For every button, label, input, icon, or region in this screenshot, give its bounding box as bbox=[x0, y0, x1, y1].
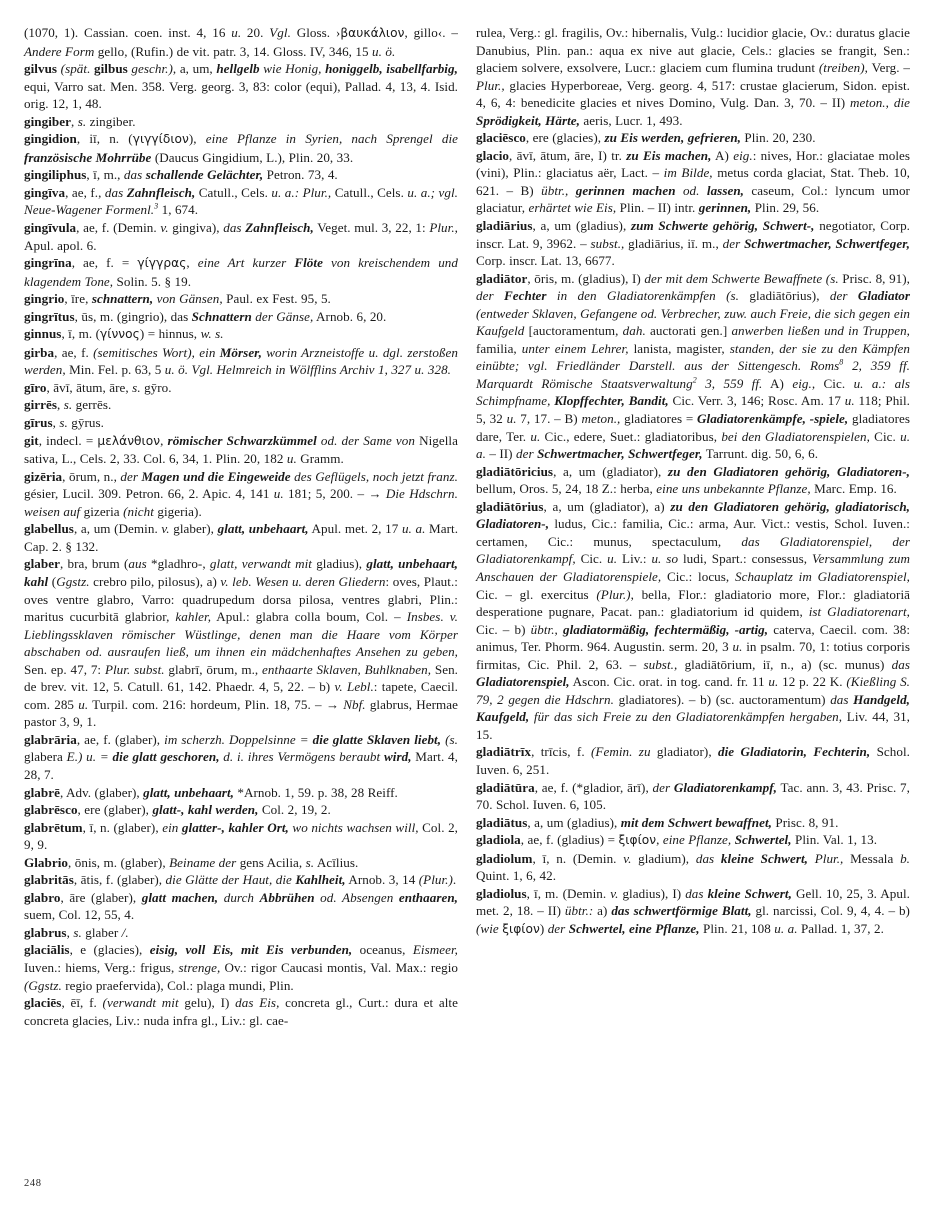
dictionary-entry: git, indecl. = μελάνθιον, römischer Schwarzkümmel od. der Same von Nigella sativa, L., Cels. 2, 33. Col. 6, 34, 1. Plin. 20, 182 u. Gramm. bbox=[24, 432, 458, 467]
dictionary-entry: gladiolus, ī, m. (Demin. v. gladius), I) das kleine Schwert, Gell. 10, 25, 3. Apul. met. 2, 18. – II) übtr.: a) das schwertförmige Blatt, gl. narcissi, Col. 9, 4, 4. – b) (wie ξιφίον) der Schwertel, eine Pflanze, Plin. 21, 108 u. a. Pallad. 1, 37, 2. bbox=[476, 885, 910, 936]
dictionary-entry: gīro, āvī, ātum, āre, s. gȳro. bbox=[24, 379, 172, 395]
dictionary-entry: gizēria, ōrum, n., der Magen und die Eingeweide des Geflügels, noch jetzt franz. gésier, Lucil. 309. Petron. 66, 2. Apic. 4, 141 u. 181; 5, 200. – → Die Hdschrn. weisen auf gizeria (nicht gigeria). bbox=[24, 468, 458, 519]
page-number: 248 bbox=[24, 1178, 42, 1189]
dictionary-entry: girrēs, s. gerrēs. bbox=[24, 397, 112, 413]
dictionary-entry: gladiātus, a, um (gladius), mit dem Schwert bewaffnet, Prisc. 8, 91. bbox=[476, 814, 839, 830]
dictionary-entry: glaber, bra, brum (aus *gladhro-, glatt, verwandt mit gladius), glatt, unbehaart, kahl (Ggstz. crebro pilo, pilosus), a) v. leb. Wesen u. deren Gliedern: oves, Plaut.: oves ventre glabro, Varro: quadrupedum dorsa pilosa, ventres glabri, Plin.: maritus cucurbitā glabrior, kahler, Apul.: glabra colla boum, Col. – Insbes. v. Lieblingssklaven römischer Wüstlinge, denen man die Haare vom Körper abschaben od. ausraufen ließ, um ihnen ein mädchenhaftes Ansehen zu geben, Sen. ep. 47, 7: Plur. subst. glabrī, ōrum, m., enthaarte Sklaven, Buhlknaben, Sen. de brev. vit. 12, 5. Catull. 61, 142. Phaedr. 4, 5, 22. – b) v. Lebl.: tapete, Caecil. com. 285 u. Turpil. com. 216: hordeum, Plin. 18, 75. – → Nbf. glabrus, Hermae pastor 3, 9, 1. bbox=[24, 556, 458, 730]
dictionary-entry: glaciālis, e (glacies), eisig, voll Eis, mit Eis verbunden, oceanus, Eismeer, Iuven.: hiems, Verg.: frigus, strenge, Ov.: rigor Caucasi montis, Val. Max.: regio (Ggstz. regio praefervida), Col.: plaga mundi, Plin. bbox=[24, 942, 458, 993]
left-column bbox=[24, 24, 458, 1164]
entry-continuation: rulea, Verg.: gl. fragilis, Ov.: hibernalis, Vulg.: lucidior glacie, Ov.: duratus glacie Danubius, Plin. pan.: aqua ex nive aut glacie, Cels.: glacies se frangit, Sen.: glaciem solvere, exsolvere, Lucr.: glaciem cum flumina trudunt (treiben), Verg. – Plur., glacies Hyperboreae, Verg. georg. 4, 517: crustae glacierum, Sidon. epist. 4, 6, 4: benedicite glacies et nives Domino, Vulg. Dan. 3, 70. – II) meton., die Sprödigkeit, Härte, aeris, Lucr. 1, 493. bbox=[476, 25, 911, 128]
dictionary-entry: ginnus, ī, m. (γίννος) = hinnus, w. s. bbox=[24, 326, 224, 342]
dictionary-entry: gingiber, s. zingiber. bbox=[24, 113, 136, 129]
dictionary-entry: glabrēsco, ere (glaber), glatt-, kahl werden, Col. 2, 19, 2. bbox=[24, 802, 331, 818]
dictionary-entry: gingidion, iī, n. (γιγγίδιον), eine Pflanze in Syrien, nach Sprengel die französische Mohrrübe (Daucus Gingidium, L.), Plin. 20, 33. bbox=[24, 131, 459, 165]
dictionary-entry: glacio, āvī, ātum, āre, I) tr. zu Eis machen, A) eig.: nives, Hor.: glaciatae moles (vini), Plin.: glaciatus aër, Lact. – im Bilde, metus corda glaciat, Stat. Theb. 10, 621. – B) übtr., gerinnen machen od. lassen, caseum, Col.: lyncum umor glaciatur, erhärtet wie Eis, Plin. – II) intr. gerinnen, Plin. 29, 56. bbox=[476, 147, 911, 216]
dictionary-entry: gladiātor, ōris, m. (gladius), I) der mit dem Schwerte Bewaffnete (s. Prisc. 8, 91), der Fechter in den Gladiatorenkämpfen (s. gladiātōrius), der Gladiator (entweder Sklaven, Gefangene od. Verbrecher, zuw. auch Freie, die sich gegen ein Kaufgeld [auctoramentum, dah. auctorati gen.] anwerben ließen und in Truppen, familia, unter einem Lehrer, lanista, magister, standen, der sie zu den Kämpfen einübte; vgl. Friedländer Darstell. aus der Sittengesch. Roms$^8$ 2, 359 ff. Marquardt Römische Staatsverwaltung$^2$ 3, 559 ff. A) eig., Cic. u. a.: als Schimpfname, Klopffechter, Bandit, Cic. Verr. 3, 146; Rosc. Am. 17 u. 118; Phil. 5, 32 u. 7, 17. – B) meton., gladiatores = Gladiatorenkämpfe, -spiele, gladiatores dare, Ter. u. Cic., edere, Suet.: gladiatoribus, bei den Gladiatorenspielen, Cic. u. a. – II) der Schwertmacher, Schwertfeger, Tarrunt. dig. 50, 6, 6. bbox=[476, 270, 911, 462]
dictionary-entry: glabro, āre (glaber), glatt machen, durch Abbrühen od. Absengen enthaaren, suem, Col. 12, 55, 4. bbox=[24, 889, 458, 923]
dictionary-entry: gladiola, ae, f. (gladius) = ξιφίον, eine Pflanze, Schwertel, Plin. Val. 1, 13. bbox=[476, 832, 878, 848]
dictionary-entry: gingrīna, ae, f. = γίγγρας, eine Art kurzer Flöte von kreischendem und klagendem Tone, Solin. 5. § 19. bbox=[24, 255, 458, 289]
dictionary-entry: gingiliphus, ī, m., das schallende Gelächter, Petron. 73, 4. bbox=[24, 167, 338, 183]
dictionary-entry: glabrētum, ī, n. (glaber), ein glatter-, kahler Ort, wo nichts wachsen will, Col. 2, 9, 9. bbox=[24, 819, 458, 853]
dictionary-entry: gingīva, ae, f., das Zahnfleisch, Catull., Cels. u. a.: Plur., Catull., Cels. u. a.; vgl. Neue-Wagener Formenl.$^3$ 1, 674. bbox=[24, 184, 458, 218]
dictionary-entry: gingrio, īre, schnattern, von Gänsen, Paul. ex Fest. 95, 5. bbox=[24, 291, 331, 307]
dictionary-entry: glabellus, a, um (Demin. v. glaber), glatt, unbehaart, Apul. met. 2, 17 u. a. Mart. Cap. 2. § 132. bbox=[24, 521, 459, 554]
dictionary-entry: gladiārius, a, um (gladius), zum Schwerte gehörig, Schwert-, negotiator, Corp. inscr. Lat. 9, 3962. – subst., gladiārius, iī. m., der Schwertmacher, Schwertfeger, Corp. inscr. Lat. 13, 6677. bbox=[476, 218, 910, 269]
dictionary-entry: Glabrio, ōnis, m. (glaber), Beiname der gens Acilia, s. Acīlius. bbox=[24, 854, 359, 870]
dictionary-entry: gladiātōricius, a, um (gladiator), zu den Gladiatoren gehörig, Gladiatoren-, bellum, Oros. 5, 24, 18 Z.: herba, eine uns unbekannte Pflanze, Marc. Emp. 16. bbox=[476, 463, 910, 497]
dictionary-entry: gilvus (spät. gilbus geschr.), a, um, hellgelb wie Honig, honiggelb, isabellfarbig, equi, Varro sat. Men. 358. Verg. georg. 3, 83: color (equi), Pallad. 4, 13, 4. Isid. orig. 12, 1, 48. bbox=[24, 61, 458, 112]
dictionary-entry: glabrē, Adv. (glaber), glatt, unbehaart, *Arnob. 1, 59. p. 38, 28 Reiff. bbox=[24, 784, 398, 800]
dictionary-entry: girba, ae, f. (semitisches Wort), ein Mörser, worin Arzneistoffe u. dgl. zerstoßen werden, Min. Fel. p. 63, 5 u. ö. Vgl. Helmreich in Wölfflins Archiv 1, 327 u. 328. bbox=[24, 344, 458, 378]
entry-continuation: (1070, 1). Cassian. coen. inst. 4, 16 u. 20. Vgl. Gloss. ›βαυκάλιον, gillo‹. – Andere Form gello, (Rufin.) de vit. patr. 3, 14. Gloss. IV, 346, 15 u. ö. bbox=[24, 25, 458, 59]
dictionary-entry: gingrītus, ūs, m. (gingrio), das Schnattern der Gänse, Arnob. 6, 20. bbox=[24, 308, 387, 324]
right-column bbox=[476, 24, 910, 1164]
dictionary-entry: gladiolum, ī, n. (Demin. v. gladium), das kleine Schwert, Plur., Messala b. Quint. 1, 6, 42. bbox=[476, 850, 910, 884]
dictionary-entry: glabritās, ātis, f. (glaber), die Glätte der Haut, die Kahlheit, Arnob. 3, 14 (Plur.). bbox=[24, 872, 457, 888]
dictionary-entry: gladiātōrius, a, um (gladiator), a) zu den Gladiatoren gehörig, gladiatorisch, Gladiatoren-, ludus, Cic.: familia, Cic.: arma, Aur. Vict.: vestis, Schol. Iuven.: certamen, Cic.: munus, spectaculum, das Gladiatorenspiel, der Gladiatorenkampf, Cic. u. Liv.: u. so ludi, Spart.: consessus, Versammlung zum Anschauen der Gladiatorenspiele, Cic.: locus, Schauplatz im Gladiatorenspiel, Cic. – gl. exercitus (Plur.), bella, Flor.: gladiatorio more, Flor.: gladiatoriā desperatione pugnare, Pacat. pan.: gladiatorium id quidem, ist Gladiatorenart, Cic. – b) übtr., gladiatormäßig, fechtermäßig, -artig, caterva, Caecil. com. 38: animus, Ter. Phorm. 964. Augustin. serm. 20, 3 u. in psalm. 70, 1: totius corporis firmitas, Cic. Phil. 2, 63. – subst., gladiātōrium, iī, n., a) (sc. munus) das Gladiatorenspiel, Ascon. Cic. orat. in tog. cand. fr. 11 u. 12 p. 22 K. (Kießling S. 79, 2 gegen die Hdschrn. gladiatores). – b) (sc. auctoramentum) das Handgeld, Kaufgeld, für das sich Freie zu den Gladiatorenkämpfen hergaben, Liv. 44, 31, 15. bbox=[476, 498, 911, 742]
dictionary-entry: gladiātrīx, trīcis, f. (Femin. zu gladiator), die Gladiatorin, Fechterin, Schol. Iuven. 6, 251. bbox=[476, 744, 910, 777]
dictionary-entry: glaciēs, ēī, f. (verwandt mit gelu), I) das Eis, concreta gl., Curt.: dura et alte concreta glacies, Liv.: nuda infra gl., Liv.: gl. cae- bbox=[24, 995, 458, 1028]
dictionary-entry: glabrus, s. glaber /. bbox=[24, 924, 129, 940]
dictionary-entry: gladiātūra, ae, f. (*gladior, ārī), der Gladiatorenkampf, Tac. ann. 3, 43. Prisc. 7, 70. Schol. Iuven. 6, 105. bbox=[476, 779, 910, 813]
dictionary-entry: gingīvula, ae, f. (Demin. v. gingiva), das Zahnfleisch, Veget. mul. 3, 22, 1: Plur., Apul. apol. 6. bbox=[24, 220, 458, 253]
dictionary-entry: glabrāria, ae, f. (glaber), im scherzh. Doppelsinne = die glatte Sklaven liebt, (s. glabera E.) u. = die glatt geschoren, d. i. ihres Vermögens beraubt wird, Mart. 4, 28, 7. bbox=[24, 731, 458, 782]
dictionary-entry: gīrus, s. gȳrus. bbox=[24, 415, 104, 431]
dictionary-entry: glaciēsco, ere (glacies), zu Eis werden, gefrieren, Plin. 20, 230. bbox=[476, 130, 816, 146]
page-columns bbox=[24, 24, 910, 1164]
